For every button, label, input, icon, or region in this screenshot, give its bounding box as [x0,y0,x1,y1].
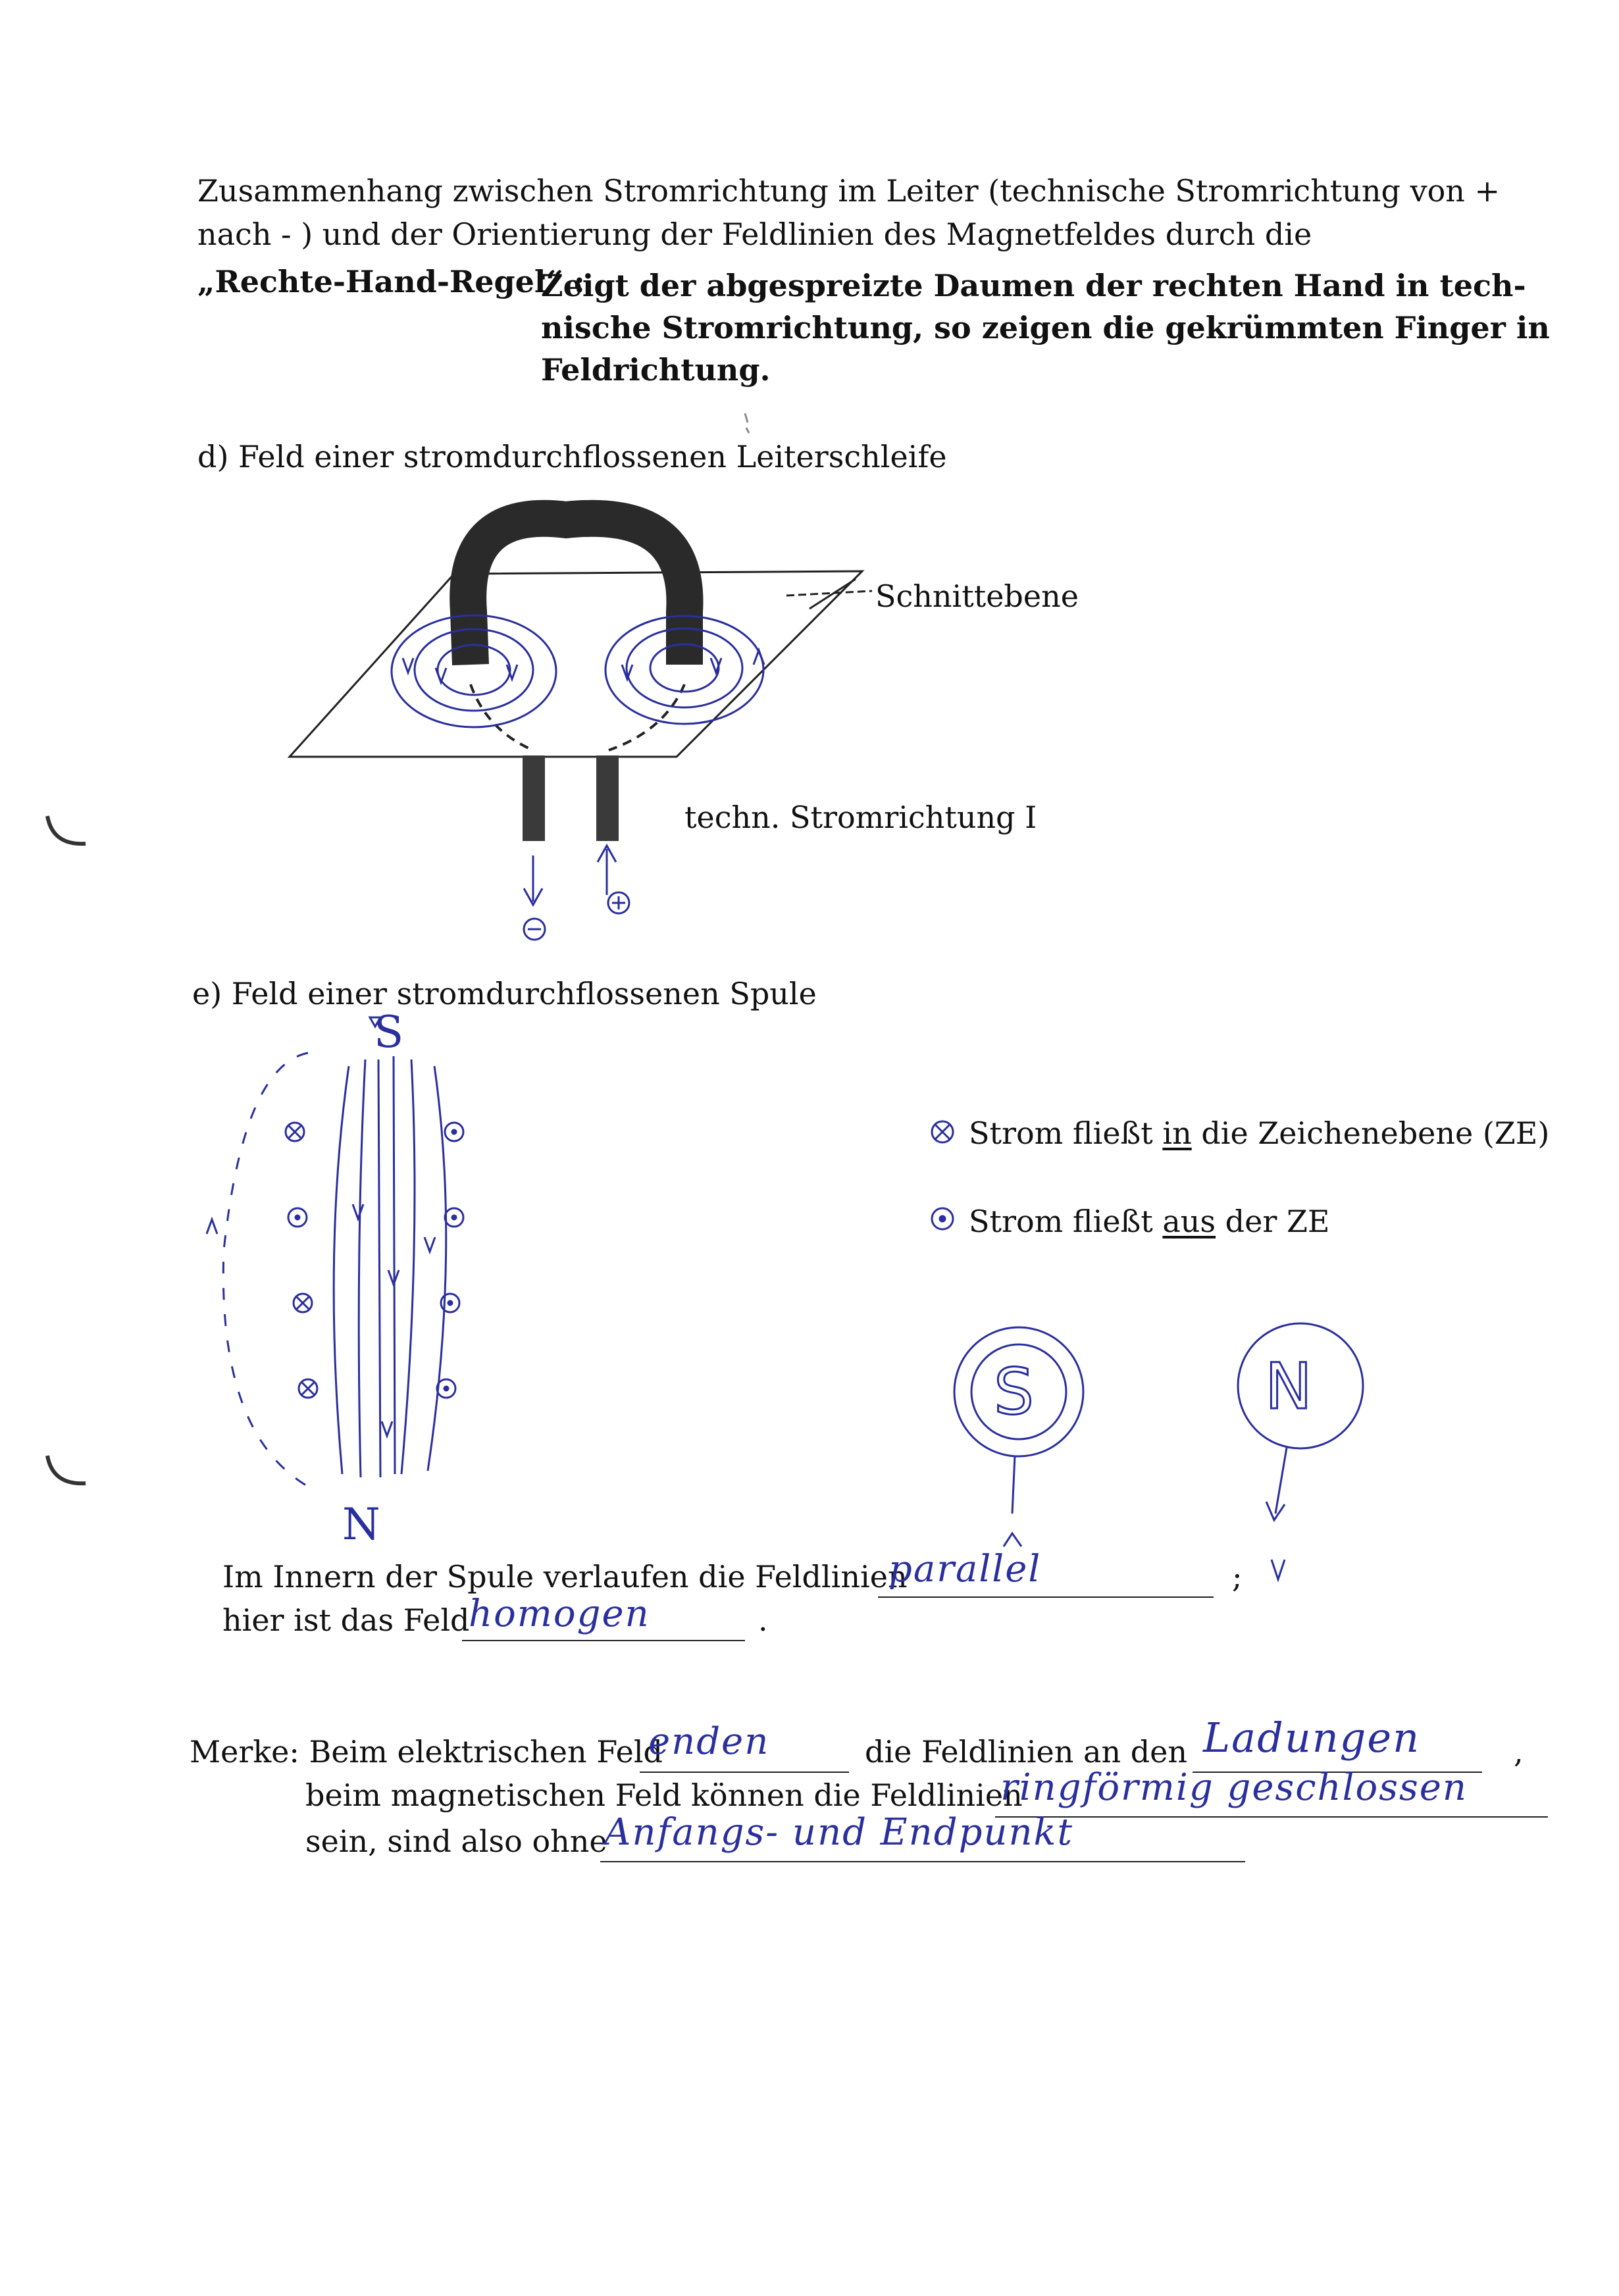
merke-comma: , [1514,1734,1524,1770]
winding-mnemonics [954,1323,1363,1579]
pole-n-label: N [342,1499,382,1550]
current-arrows [524,846,629,940]
legend-current-out: Strom fließt aus der ZE [969,1204,1330,1239]
punch-hole-mark [47,816,86,844]
period: . [758,1602,768,1638]
rule-text-2: nische Stromrichtung, so zeigen die gekrümmten Finger in [541,310,1550,345]
intro-line-2: nach - ) und der Orientierung der Feldlinien des Magnetfeldes durch die [197,217,1312,252]
semicolon: ; [1232,1559,1243,1594]
legend-current-in: Strom fließt in die Zeichenebene (ZE) [969,1115,1550,1151]
rule-name: „Rechte-Hand-Regel“ : [197,264,585,299]
current-direction-label: techn. Stromrichtung I [684,800,1037,835]
n-pole-mnemonic-icon: N [1265,1350,1312,1423]
section-e-heading: e) Feld einer stromdurchflossenen Spule [192,976,817,1011]
answer-enden: enden [648,1720,770,1763]
field-lines-loop [392,615,764,727]
rule-text-3: Feldrichtung. [541,352,771,388]
wire-lead-left [523,755,545,841]
answer-ladungen: Ladungen [1203,1714,1420,1762]
merke-line-1: Merke: Beim elektrischen Feld [190,1734,663,1770]
sentence-feldlinien: Im Innern der Spule verlaufen die Feldlinien [222,1559,908,1594]
stray-mark [745,413,749,433]
answer-homogen: homogen [469,1593,650,1635]
legend-icons [932,1121,953,1229]
answer-parallel: parallel [888,1548,1042,1591]
coil-field-lines [207,1017,446,1487]
s-pole-mnemonic-icon: S [994,1355,1034,1429]
section-plane [290,571,872,757]
plane-label: Schnittebene [875,578,1079,614]
merke-line-2: beim magnetischen Feld können die Feldlinien [305,1777,1023,1813]
answer-anfang: Anfangs- und Endpunkt [604,1811,1073,1854]
merke-line-1b: die Feldlinien an den [865,1734,1187,1770]
section-d-heading: d) Feld einer stromdurchflossenen Leiterschleife [197,439,947,474]
coil-windings [286,1123,463,1398]
wire-loop [468,519,684,841]
merke-line-3: sein, sind also ohne [305,1824,607,1859]
punch-hole-mark [47,1456,86,1483]
intro-line-1: Zusammenhang zwischen Stromrichtung im Leiter (technische Stromrichtung von + [197,173,1501,209]
wire-lead-right [596,755,619,841]
sentence-feld: hier ist das Feld [222,1602,470,1638]
answer-ringfoermig: ringförmig geschlossen [1000,1766,1468,1809]
rule-text-1: Zeigt der abgespreizte Daumen der rechten Hand in tech- [541,268,1526,303]
pole-s-label: S [374,1007,405,1058]
